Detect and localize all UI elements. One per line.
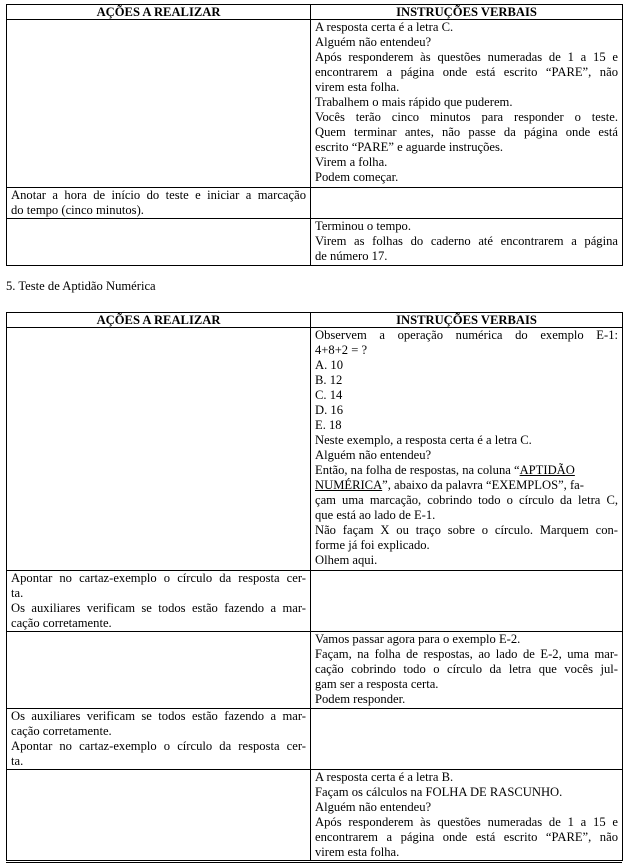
- action-line: Os auxiliares verificam se todos estão fazendo a mar-: [11, 601, 306, 615]
- actions-cell: [7, 188, 311, 219]
- table-row: [7, 20, 623, 188]
- instruction-line: [315, 478, 618, 493]
- page-bottom-rule: [6, 862, 622, 863]
- actions-cell: [7, 20, 311, 188]
- instruction-line: çam uma marcação, cobrindo todo o círculo da letra C,: [315, 493, 618, 507]
- instruction-line: Olhem aqui.: [315, 553, 378, 567]
- action-line: Apontar no cartaz-exemplo o círculo da resposta cer-: [11, 571, 306, 585]
- instruction-text: Então, na folha de respostas, na coluna “: [315, 463, 520, 477]
- instruction-line: gam ser a resposta certa.: [315, 677, 439, 691]
- instruction-line: A resposta certa é a letra C.: [315, 20, 454, 34]
- instruction-line: de número 17.: [315, 249, 388, 263]
- instruction-line: escrito “PARE” e aguarde instruções.: [315, 140, 504, 154]
- instruction-line: que está ao lado de E-1.: [315, 508, 436, 522]
- instruction-line: Trabalhem o mais rápido que puderem.: [315, 95, 513, 109]
- actions-cell: [7, 219, 311, 266]
- instruction-line: D. 16: [315, 403, 343, 417]
- instruction-line: A resposta certa é a letra B.: [315, 770, 454, 784]
- table-header-row: [7, 313, 623, 328]
- instructions-table-1: [6, 4, 623, 266]
- instruction-line: forme já foi explicado.: [315, 538, 430, 552]
- table-row: [7, 709, 623, 770]
- instruction-line: Alguém não entendeu?: [315, 448, 432, 462]
- actions-cell: [7, 571, 311, 632]
- table-row: [7, 770, 623, 861]
- header-actions: AÇÕES A REALIZAR: [7, 313, 311, 328]
- instruction-line: E. 18: [315, 418, 342, 432]
- instruction-line: Podem responder.: [315, 692, 406, 706]
- instructions-cell: [311, 571, 623, 632]
- header-actions: AÇÕES A REALIZAR: [7, 5, 311, 20]
- table-row: [7, 188, 623, 219]
- instruction-line: Alguém não entendeu?: [315, 35, 432, 49]
- instructions-cell: [311, 770, 623, 861]
- instruction-line: cação cobrindo todo o círculo da letra que vocês jul-: [315, 662, 618, 676]
- table-row: [7, 328, 623, 571]
- instruction-line: 4+8+2 = ?: [315, 343, 368, 357]
- instruction-line: Façam, na folha de respostas, ao lado de E-2, uma mar-: [315, 647, 618, 661]
- instruction-line: Não façam X ou traço sobre o círculo. Marquem con-: [315, 523, 618, 537]
- instruction-line: Observem a operação numérica do exemplo E-1:: [315, 328, 618, 342]
- action-line: cação corretamente.: [11, 616, 112, 630]
- action-line: Apontar no cartaz-exemplo o círculo da resposta cer-: [11, 739, 306, 753]
- actions-cell: [7, 770, 311, 861]
- instruction-line: Alguém não entendeu?: [315, 800, 432, 814]
- header-instructions: INSTRUÇÕES VERBAIS: [311, 313, 623, 328]
- action-line: Anotar a hora de início do teste e iniciar a marcação: [11, 188, 306, 202]
- instructions-cell: [311, 328, 623, 571]
- actions-cell: [7, 632, 311, 709]
- action-line: cação corretamente.: [11, 724, 112, 738]
- column-name-underlined: NUMÉRICA: [315, 478, 383, 492]
- instruction-line: A. 10: [315, 358, 343, 372]
- instruction-line: Virem as folhas do caderno até encontrarem a página: [315, 234, 618, 248]
- actions-cell: [7, 328, 311, 571]
- instruction-line: C. 14: [315, 388, 343, 402]
- instructions-cell: [311, 188, 623, 219]
- instruction-line: Neste exemplo, a resposta certa é a letra C.: [315, 433, 532, 447]
- instruction-text: ”, abaixo da palavra “EXEMPLOS”, fa-: [382, 478, 584, 492]
- instructions-cell: [311, 219, 623, 266]
- column-name-underlined: APTIDÃO: [519, 463, 575, 477]
- actions-cell: [7, 709, 311, 770]
- action-line: ta.: [11, 586, 24, 600]
- action-line: Os auxiliares verificam se todos estão fazendo a mar-: [11, 709, 306, 723]
- action-line: ta.: [11, 754, 24, 768]
- instruction-line: Podem começar.: [315, 170, 399, 184]
- instructions-cell: [311, 709, 623, 770]
- instruction-line: Após responderem às questões numeradas de 1 a 15 e: [315, 50, 618, 64]
- instruction-line: [315, 463, 618, 478]
- instruction-line: Virem a folha.: [315, 155, 388, 169]
- table-header-row: [7, 5, 623, 20]
- header-instructions: INSTRUÇÕES VERBAIS: [311, 5, 623, 20]
- instruction-line: encontrarem a página onde está escrito “PARE”, não: [315, 830, 618, 844]
- instructions-cell: [311, 632, 623, 709]
- table-row: [7, 571, 623, 632]
- table-row: [7, 219, 623, 266]
- instruction-line: Quem terminar antes, não passe da página onde está: [315, 125, 618, 139]
- instruction-line: B. 12: [315, 373, 343, 387]
- section-title: 5. Teste de Aptidão Numérica: [6, 279, 156, 293]
- instruction-line: Vamos passar agora para o exemplo E-2.: [315, 632, 521, 646]
- instruction-line: virem esta folha.: [315, 80, 400, 94]
- instruction-line: Terminou o tempo.: [315, 219, 412, 233]
- instruction-line: encontrarem a página onde está escrito “PARE”, não: [315, 65, 618, 79]
- instruction-line: virem esta folha.: [315, 845, 400, 859]
- instruction-line: Após responderem às questões numeradas de 1 a 15 e: [315, 815, 618, 829]
- table-row: [7, 632, 623, 709]
- action-line: do tempo (cinco minutos).: [11, 203, 144, 217]
- instruction-line: Façam os cálculos na FOLHA DE RASCUNHO.: [315, 785, 563, 799]
- instruction-line: Vocês terão cinco minutos para responder o teste.: [315, 110, 618, 124]
- instructions-cell: [311, 20, 623, 188]
- instructions-table-2: [6, 312, 623, 861]
